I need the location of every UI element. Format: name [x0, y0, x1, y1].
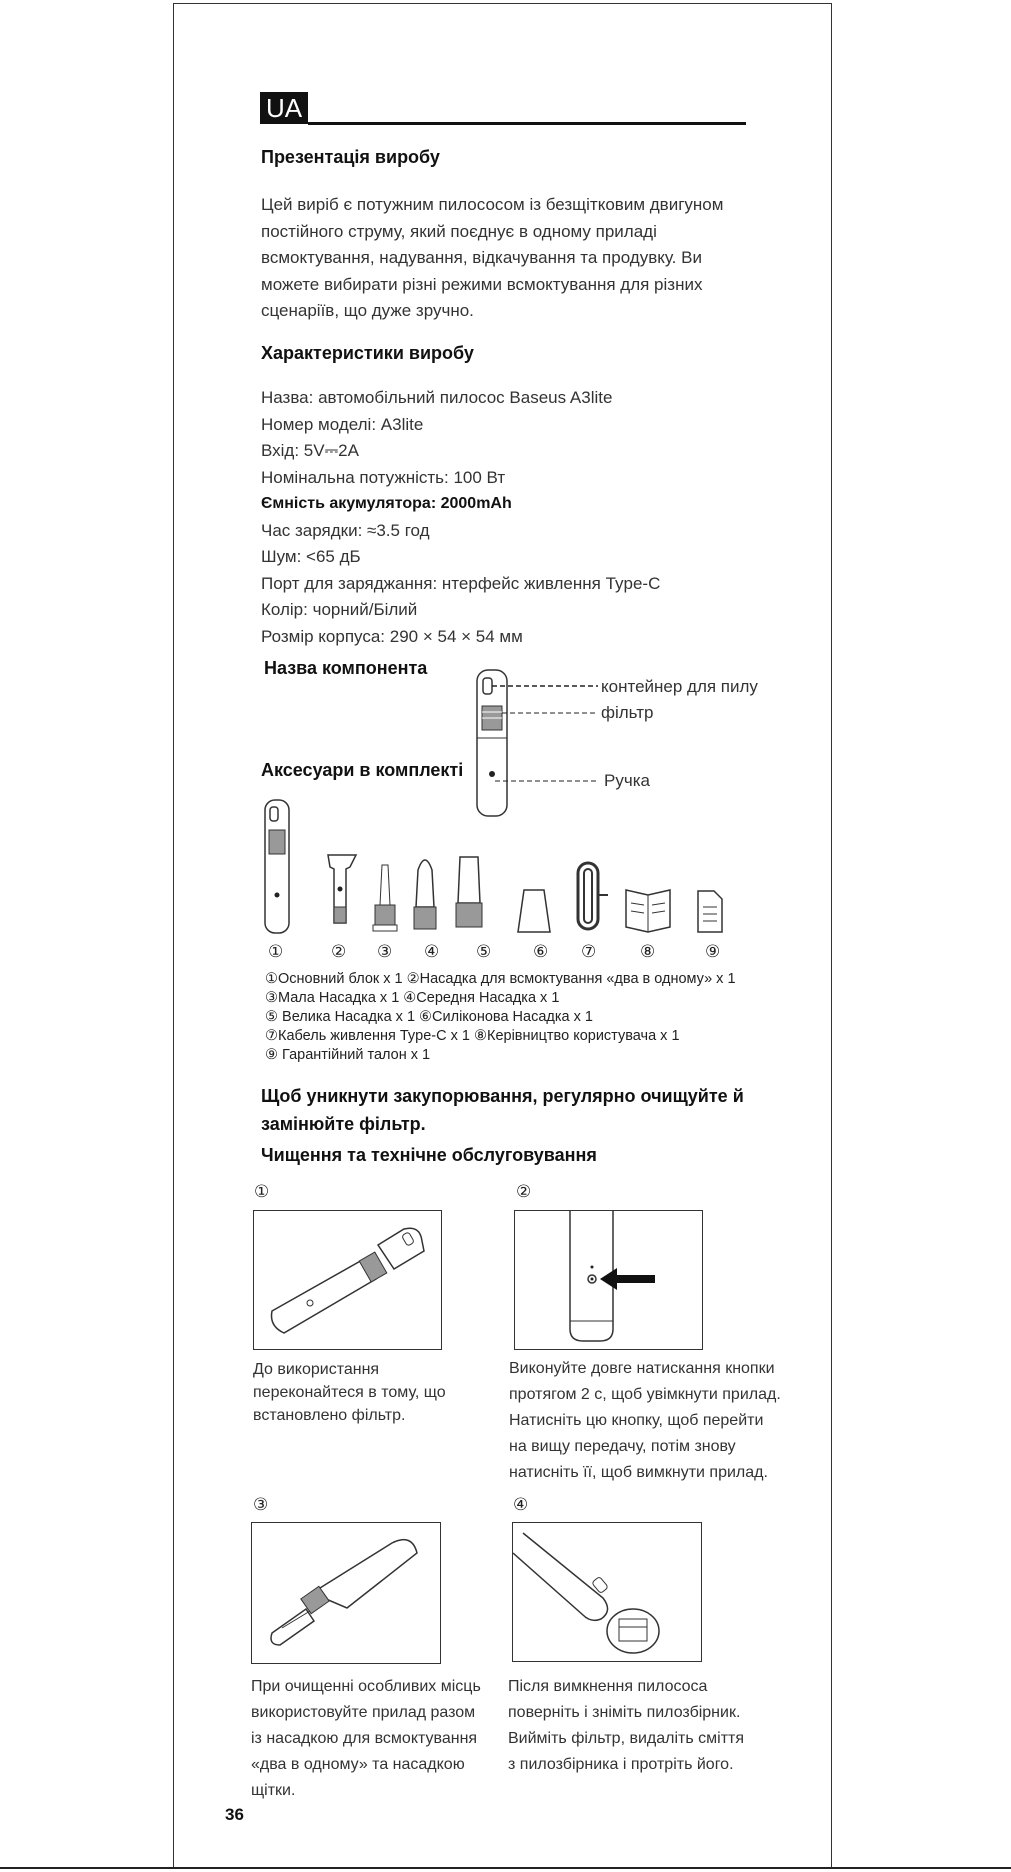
filter-warning: [261, 1082, 744, 1138]
step-3-text: [251, 1674, 481, 1804]
step-1-text: [253, 1358, 446, 1427]
spec-item: Розмір корпуса: 290 × 54 × 54 мм: [261, 626, 523, 646]
spec-item: Вхід: 5V⎓2A: [261, 441, 359, 460]
step-line: використовуйте прилад разом: [251, 1704, 476, 1721]
spec-item: Назва: автомобільний пилосос Baseus A3lite: [261, 388, 613, 407]
step-line: «два в одному» та насадкою: [251, 1756, 465, 1773]
spec-item: Номер моделі: A3lite: [261, 414, 424, 434]
accessory-number: ②: [331, 942, 347, 961]
step-number: ③: [253, 1495, 269, 1514]
accessory-line: ⑤ Велика Насадка x 1 ⑥Силіконова Насадка x 1: [265, 1009, 593, 1025]
accessories-illustration: [258, 795, 738, 940]
accessory-line: ⑨ Гарантійний талон x 1: [265, 1047, 431, 1063]
step-line: При очищенні особливих місць: [251, 1678, 481, 1695]
step-3-figure: [251, 1522, 441, 1664]
accessory-number: ①: [268, 942, 284, 961]
intro-text: [261, 192, 723, 325]
bottom-rule: [0, 1867, 1011, 1869]
intro-line: Цей виріб є потужним пилососом із безщітковим двигуном: [261, 195, 724, 214]
step-line: поверніть і зніміть пилозбірник.: [508, 1704, 741, 1721]
intro-title: Презентація виробу: [261, 147, 440, 167]
cleaning-title: Чищення та технічне обслуговування: [261, 1145, 597, 1165]
accessories-title: Аксесуари в комплекті: [261, 760, 464, 780]
label-handle: Ручка: [604, 771, 650, 790]
step-number: ④: [513, 1495, 529, 1514]
step-1-figure: [253, 1210, 442, 1350]
accessory-number: ③: [377, 942, 393, 961]
step-line: Натисніть цю кнопку, щоб перейти: [509, 1412, 764, 1429]
warning-line: замінюйте фільтр.: [261, 1114, 426, 1134]
page-number: 36: [225, 1805, 244, 1824]
spec-item: Колір: чорний/Білий: [261, 600, 418, 619]
step-line: на вищу передачу, потім знову: [509, 1438, 736, 1455]
accessory-number: ⑧: [640, 942, 656, 961]
accessories-list: [265, 970, 736, 1065]
step-line: протягом 2 с, щоб увімкнути прилад.: [509, 1386, 781, 1403]
step-line: із насадкою для всмоктування: [251, 1730, 478, 1747]
intro-line: всмоктування, надування, відкачування та продувку. Ви: [261, 248, 702, 267]
accessory-number: ⑦: [581, 942, 597, 961]
accessory-number: ⑨: [705, 942, 721, 961]
step-line: Вийміть фільтр, видаліть сміття: [508, 1730, 745, 1747]
accessory-line: ⑦Кабель живлення Type-C x 1 ⑧Керівництво користувача x 1: [265, 1028, 680, 1044]
step-line: щітки.: [251, 1782, 296, 1799]
spec-item: Шум: <65 дБ: [261, 547, 361, 566]
step-line: натисніть її, щоб вимкнути прилад.: [509, 1464, 768, 1481]
step-line: Після вимкнення пилососа: [508, 1678, 708, 1695]
step-4-figure: [512, 1522, 702, 1662]
step-line: переконайтеся в тому, що: [253, 1384, 446, 1401]
components-title: Назва компонента: [264, 658, 428, 678]
spec-item: Час зарядки: ≈3.5 год: [261, 520, 430, 540]
step-number: ①: [254, 1182, 270, 1201]
accessory-number: ⑤: [476, 942, 492, 961]
spec-item: Порт для заряджання: нтерфейс живлення Type-C: [261, 573, 661, 593]
label-dust-container: контейнер для пилу: [601, 677, 758, 696]
accessory-line: ①Основний блок x 1 ②Насадка для всмоктування «два в одному» x 1: [265, 971, 736, 987]
step-line: встановлено фільтр.: [253, 1407, 406, 1424]
specs-title: Характеристики виробу: [261, 343, 474, 363]
step-2-figure: [514, 1210, 703, 1350]
accessory-line: ③Мала Насадка x 1 ④Середня Насадка x 1: [265, 990, 560, 1006]
language-badge: UA: [260, 92, 308, 124]
step-4-text: [508, 1674, 744, 1778]
specs-list: [261, 385, 660, 650]
step-number: ②: [516, 1182, 532, 1201]
header-rule: [308, 122, 746, 125]
intro-line: сценаріїв, що дуже зручно.: [261, 301, 474, 320]
step-line: До використання: [253, 1361, 380, 1378]
spec-item: Номінальна потужність: 100 Вт: [261, 467, 506, 487]
label-filter: фільтр: [601, 703, 654, 722]
accessory-number: ④: [424, 942, 440, 961]
accessory-number: ⑥: [533, 942, 549, 961]
warning-line: Щоб уникнути закупорювання, регулярно очищуйте й: [261, 1086, 744, 1106]
step-2-text: [509, 1356, 781, 1486]
intro-line: постійного струму, який поєднує в одному приладі: [261, 221, 657, 241]
step-line: Виконуйте довге натискання кнопки: [509, 1360, 775, 1377]
intro-line: можете вибирати різні режими всмоктування для різних: [261, 274, 703, 294]
step-line: з пилозбірника і протріть його.: [508, 1756, 734, 1773]
spec-item: Ємність акумулятора: 2000mAh: [261, 495, 512, 512]
